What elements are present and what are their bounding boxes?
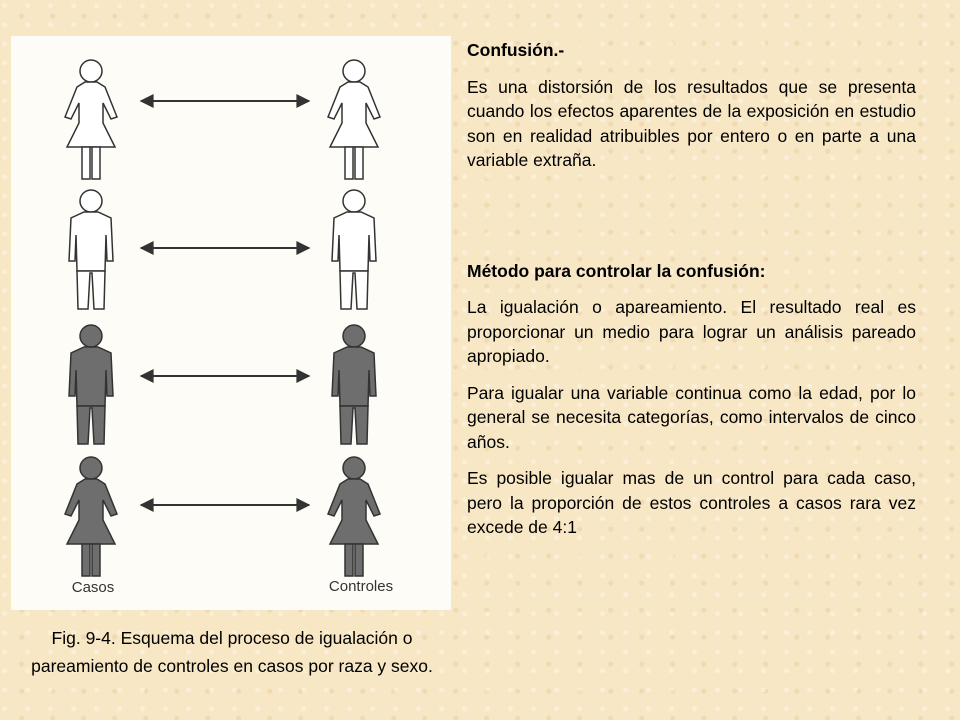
heading-confusion: Confusión.- <box>467 40 565 60</box>
control-female-light-icon <box>328 60 380 179</box>
control-male-light-icon <box>332 190 376 309</box>
text-column <box>467 38 916 540</box>
figure-caption: Fig. 9-4. Esquema del proceso de igualación o pareamiento de controles en casos por raza y sexo. <box>31 628 433 676</box>
case-female-dark-icon <box>65 457 117 576</box>
control-male-dark-icon <box>332 325 376 444</box>
case-female-light-icon <box>65 60 117 179</box>
confusion-definition: Es una distorsión de los resultados que se presenta cuando los efectos aparentes de la exposición en estudio son en realidad atribuibles por entero o en parte a una variable extraña. <box>467 76 916 170</box>
cases-label: Casos <box>71 579 115 596</box>
case-male-light-icon <box>69 190 113 309</box>
control-female-dark-icon <box>328 457 380 576</box>
heading-method: Método para controlar la confusión: <box>467 260 766 281</box>
method-paragraph-2: Para igualar una variable continua como la edad, por lo general se necesita categorías, como intervalos de cinco años. <box>467 382 916 452</box>
controls-label: Controles <box>328 578 394 595</box>
method-paragraph-1: La igualación o apareamiento. El resultado real es proporcionar un medio para lograr un análisis pareado apropiado. <box>467 297 916 366</box>
method-paragraph-3: Es posible igualar mas de un control para cada caso, pero la proporción de estos controles a casos rara vez excede de 4:1 <box>467 468 916 537</box>
matching-figure <box>11 36 451 610</box>
case-male-dark-icon <box>69 325 113 444</box>
